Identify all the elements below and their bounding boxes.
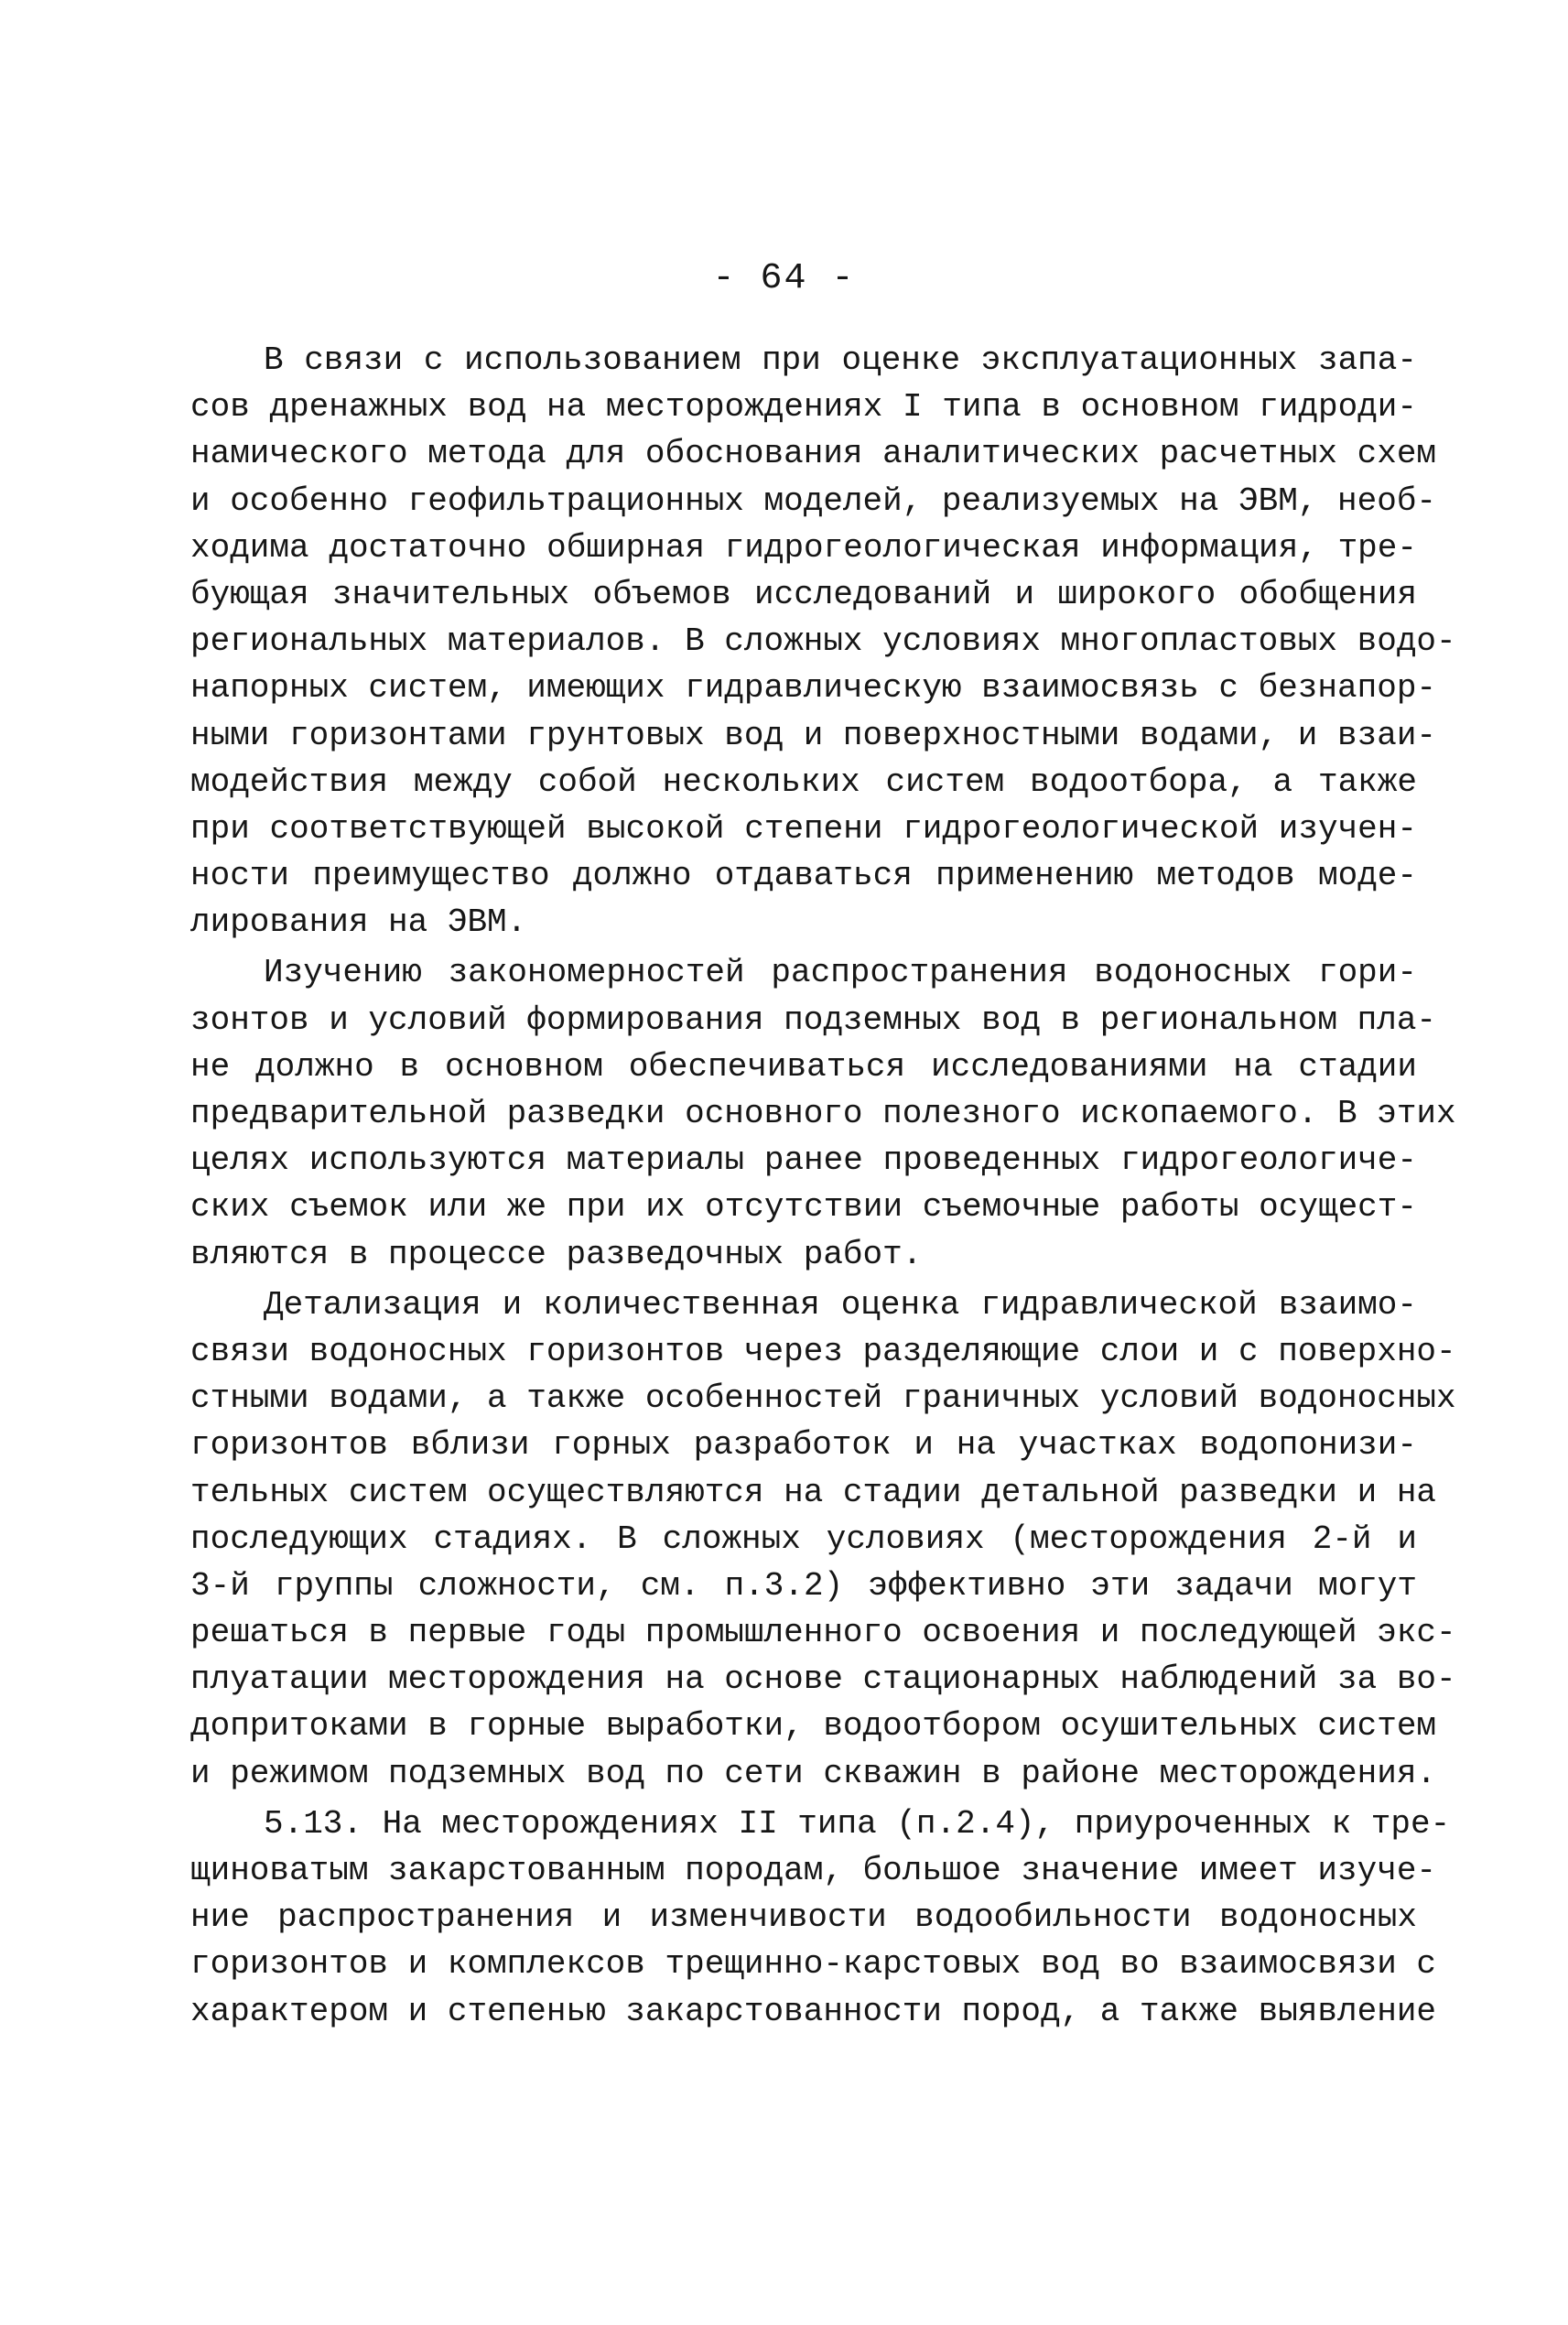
text-line: Изучению закономерностей распространения водоносных гори- bbox=[264, 954, 1417, 992]
text-line: ние распространения и изменчивости водообильности водоносных bbox=[190, 1898, 1417, 1937]
text-line: решаться в первые годы промышленного освоения и последующей экс- bbox=[190, 1614, 1456, 1652]
text-line: модействия между собой нескольких систем водоотбора, а также bbox=[190, 762, 1417, 801]
text-line: тельных систем осуществляются на стадии детальной разведки и на bbox=[190, 1473, 1437, 1511]
paragraph bbox=[190, 1281, 1456, 1797]
text-line: Детализация и количественная оценка гидравлической взаимо- bbox=[264, 1285, 1417, 1324]
text-line: намического метода для обоснования аналитических расчетных схем bbox=[190, 435, 1437, 473]
text-line: допритоками в горные выработки, водоотбором осушительных систем bbox=[190, 1707, 1437, 1746]
text-line: при соответствующей высокой степени гидрогеологической изучен- bbox=[190, 809, 1417, 848]
text-line: не должно в основном обеспечиваться исследованиями на стадии bbox=[190, 1047, 1417, 1086]
text-line: стными водами, а также особенностей граничных условий водоносных bbox=[190, 1379, 1456, 1418]
text-line: и особенно геофильтрационных моделей, реализуемых на ЭВМ, необ- bbox=[190, 481, 1437, 520]
text-line: горизонтов и комплексов трещинно-карстовых вод во взаимосвязи с bbox=[190, 1945, 1437, 1984]
paragraph bbox=[190, 949, 1456, 1277]
text-line: напорных систем, имеющих гидравлическую взаимосвязь с безнапор- bbox=[190, 669, 1437, 708]
text-line: горизонтов вблизи горных разработок и на участках водопонизи- bbox=[190, 1426, 1417, 1465]
text-line: лирования на ЭВМ. bbox=[190, 903, 527, 942]
text-line: последующих стадиях. В сложных условиях (месторождения 2-й и bbox=[190, 1519, 1417, 1558]
text-line: ходима достаточно обширная гидрогеологическая информация, тре- bbox=[190, 528, 1417, 567]
text-line: и режимом подземных вод по сети скважин в районе месторождения. bbox=[190, 1754, 1437, 1792]
text-line: сов дренажных вод на месторождениях I типа в основном гидроди- bbox=[190, 388, 1417, 427]
text-line: плуатации месторождения на основе стационарных наблюдений за во- bbox=[190, 1660, 1456, 1699]
text-line: вляются в процессе разведочных работ. bbox=[190, 1235, 923, 1273]
text-line: зонтов и условий формирования подземных вод в региональном пла- bbox=[190, 1000, 1437, 1039]
page-number: - 64 - bbox=[712, 258, 856, 299]
text-line: 5.13. На месторождениях II типа (п.2.4), приуроченных к тре- bbox=[264, 1804, 1451, 1843]
text-line: щиноватым закарстованным породам, большое значение имеет изуче- bbox=[190, 1852, 1437, 1889]
body-text bbox=[190, 337, 1456, 2035]
text-line: ными горизонтами грунтовых вод и поверхностными водами, и взаи- bbox=[190, 716, 1437, 754]
paragraph bbox=[190, 1801, 1451, 2035]
text-line: предварительной разведки основного полезного ископаемого. В этих bbox=[190, 1095, 1456, 1132]
text-line: бующая значительных объемов исследований и широкого обобщения bbox=[190, 575, 1417, 613]
text-line: связи водоносных горизонтов через разделяющие слои и с поверхно- bbox=[190, 1332, 1456, 1370]
text-line: 3-й группы сложности, см. п.3.2) эффективно эти задачи могут bbox=[190, 1566, 1417, 1605]
text-line: характером и степенью закарстованности пород, а также выявление bbox=[190, 1992, 1437, 2030]
text-line: ских съемок или же при их отсутствии съемочные работы осущест- bbox=[190, 1188, 1417, 1227]
paragraph bbox=[190, 337, 1456, 946]
text-line: ности преимущество должно отдаваться применению методов моде- bbox=[190, 857, 1417, 895]
text-line: региональных материалов. В сложных условиях многопластовых водо- bbox=[190, 622, 1456, 661]
text-line: В связи с использованием при оценке эксплуатационных запа- bbox=[264, 341, 1417, 379]
text-line: целях используются материалы ранее проведенных гидрогеологиче- bbox=[190, 1141, 1417, 1180]
